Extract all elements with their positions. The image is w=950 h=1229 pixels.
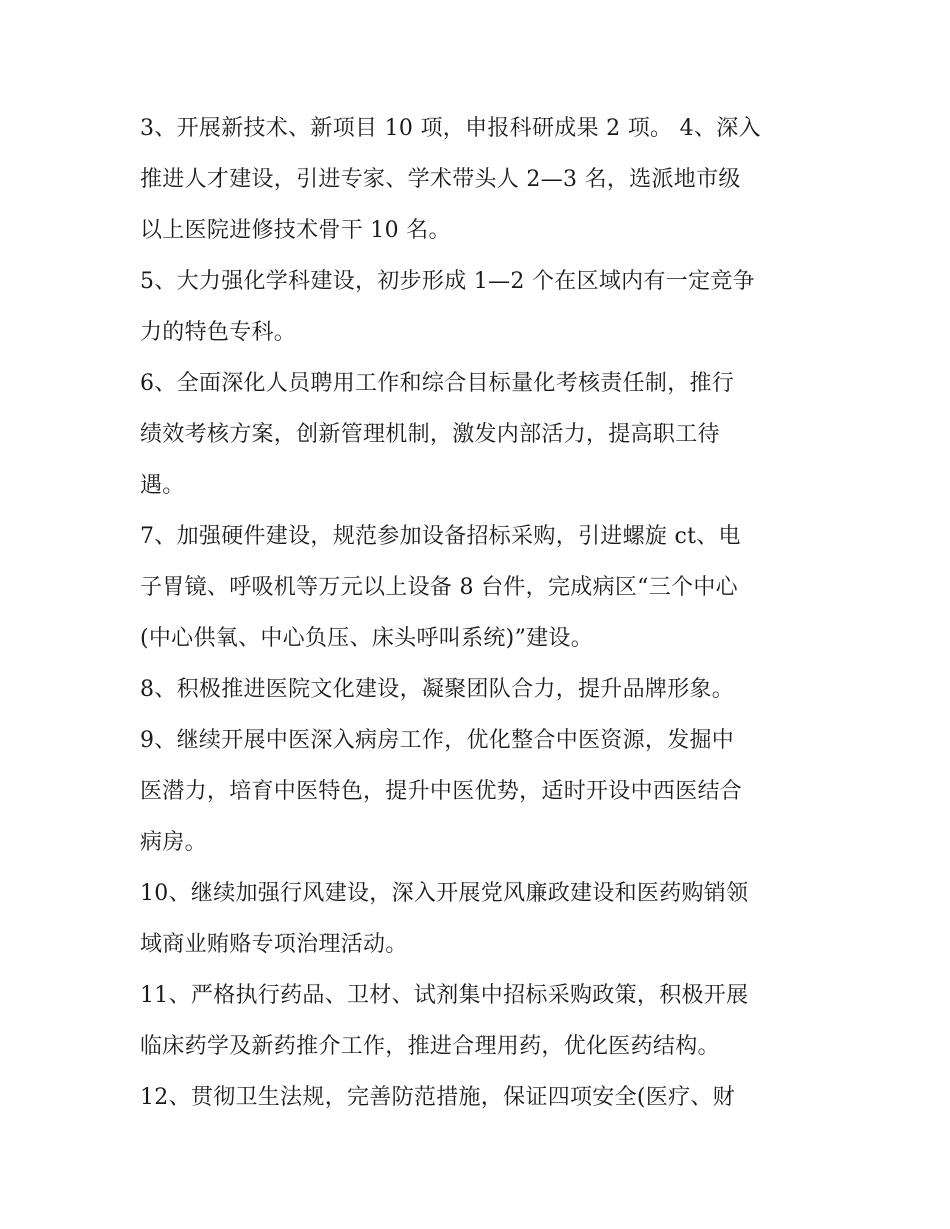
text-line: 5、大力强化学科建设，初步形成 1—2 个在区域内有一定竞争 <box>140 269 755 294</box>
text-line: 12、贯彻卫生法规，完善防范措施，保证四项安全(医疗、财 <box>140 1085 735 1110</box>
text-line: 3、开展新技术、新项目 10 项，申报科研成果 2 项。 4、深入 <box>140 116 761 141</box>
text-line: 子胃镜、呼吸机等万元以上设备 8 台件，完成病区“三个中心 <box>140 575 738 600</box>
text-line: 病房。 <box>140 830 207 855</box>
text-line: 10、继续加强行风建设，深入开展党风廉政建设和医药购销领 <box>140 881 749 906</box>
text-line: 8、积极推进医院文化建设，凝聚团队合力，提升品牌形象。 <box>140 677 735 702</box>
text-line: 临床药学及新药推介工作，推进合理用药，优化医药结构。 <box>140 1034 720 1059</box>
text-line: 6、全面深化人员聘用工作和综合目标量化考核责任制，推行 <box>140 371 735 396</box>
document-body <box>140 103 820 1123</box>
text-line: 医潜力，培育中医特色，提升中医优势，适时开设中西医结合 <box>140 779 743 804</box>
text-line: 9、继续开展中医深入病房工作，优化整合中医资源，发掘中 <box>140 728 735 753</box>
text-line: 7、加强硬件建设，规范参加设备招标采购，引进螺旋 ct、电 <box>140 524 741 549</box>
text-line: 11、严格执行药品、卫材、试剂集中招标采购政策，积极开展 <box>140 983 749 1008</box>
text-line: 以上医院进修技术骨干 10 名。 <box>140 218 451 243</box>
text-line: 遇。 <box>140 473 185 498</box>
text-line: 推进人才建设，引进专家、学术带头人 2—3 名，选派地市级 <box>140 167 741 192</box>
text-line: 力的特色专科。 <box>140 320 297 345</box>
text-line: (中心供氧、中心负压、床头呼叫系统)”建设。 <box>140 626 594 651</box>
text-line: 域商业贿赂专项治理活动。 <box>140 932 408 957</box>
text-line: 绩效考核方案，创新管理机制，激发内部活力，提高职工待 <box>140 422 720 447</box>
